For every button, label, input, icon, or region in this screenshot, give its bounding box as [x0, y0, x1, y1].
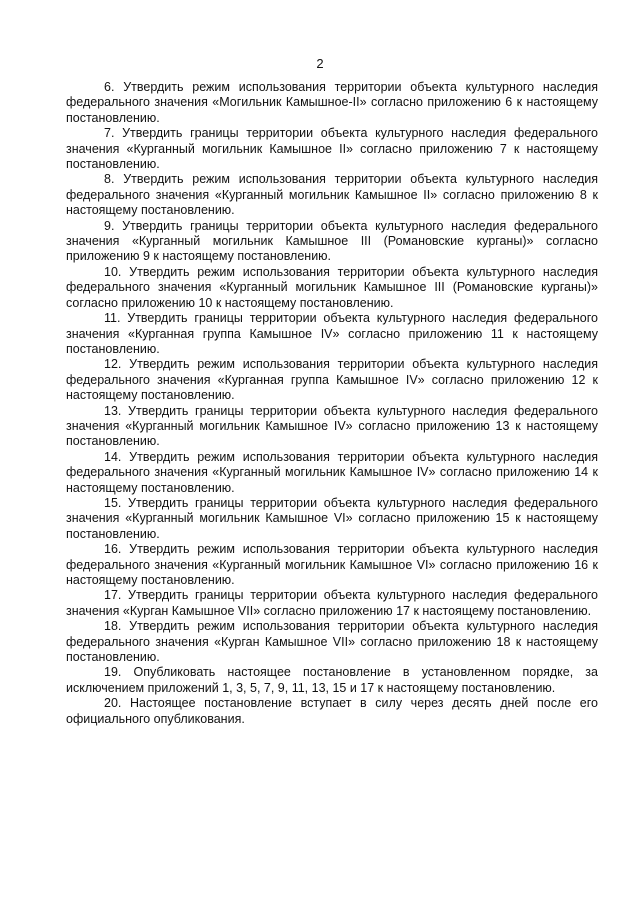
paragraph-item-17: 17. Утвердить границы территории объекта культурного наследия федерального значения «Курган Камышное VII» согласно приложению 17 к настоящему постановлению. — [66, 588, 598, 618]
paragraph-item-18: 18. Утвердить режим использования территории объекта культурного наследия федерального значения «Курган Камышное VII» согласно приложению 18 к настоящему постановлению. — [66, 619, 598, 665]
paragraph-item-14: 14. Утвердить режим использования территории объекта культурного наследия федерального значения «Курганный могильник Камышное IV» согласно приложению 14 к настоящему постановлению. — [66, 449, 598, 495]
paragraph-item-20: 20. Настоящее постановление вступает в силу через десять дней после его официального опубликования. — [66, 696, 598, 726]
paragraph-item-13: 13. Утвердить границы территории объекта культурного наследия федерального значения «Курганный могильник Камышное IV» согласно приложению 13 к настоящему постановлению. — [66, 403, 598, 449]
page-number: 2 — [316, 56, 324, 71]
paragraph-item-7: 7. Утвердить границы территории объекта культурного наследия федерального значения «Курганный могильник Камышное II» согласно приложению 7 к настоящему постановлению. — [66, 126, 598, 172]
document-body — [66, 80, 598, 727]
paragraph-item-9: 9. Утвердить границы территории объекта культурного наследия федерального значения «Курганный могильник Камышное III (Романовские курганы)» согласно приложению 9 к настоящему постановлению. — [66, 218, 598, 264]
paragraph-item-12: 12. Утвердить режим использования территории объекта культурного наследия федерального значения «Курганная группа Камышное IV» согласно приложению 12 к настоящему постановлению. — [66, 357, 598, 403]
paragraph-item-6: 6. Утвердить режим использования территории объекта культурного наследия федерального значения «Могильник Камышное-II» согласно приложению 6 к настоящему постановлению. — [66, 80, 598, 125]
paragraph-item-16: 16. Утвердить режим использования территории объекта культурного наследия федерального значения «Курганный могильник Камышное VI» согласно приложению 16 к настоящему постановлению. — [66, 542, 598, 587]
paragraph-item-10: 10. Утвердить режим использования территории объекта культурного наследия федерального значения «Курганный могильник Камышное III (Романовские курганы)» согласно приложению 10 к настоящему постановлению. — [66, 264, 598, 310]
paragraph-item-15: 15. Утвердить границы территории объекта культурного наследия федерального значения «Курганный могильник Камышное VI» согласно приложению 15 к настоящему постановлению. — [66, 495, 598, 541]
paragraph-item-8: 8. Утвердить режим использования территории объекта культурного наследия федерального значения «Курганный могильник Камышное II» согласно приложению 8 к настоящему постановлению. — [66, 172, 598, 218]
paragraph-item-19: 19. Опубликовать настоящее постановление в установленном порядке, за исключением приложений 1, 3, 5, 7, 9, 11, 13, 15 и 17 к настоящему постановлению. — [66, 665, 598, 695]
paragraph-item-11: 11. Утвердить границы территории объекта культурного наследия федерального значения «Курганная группа Камышное IV» согласно приложению 11 к настоящему постановлению. — [66, 311, 598, 356]
